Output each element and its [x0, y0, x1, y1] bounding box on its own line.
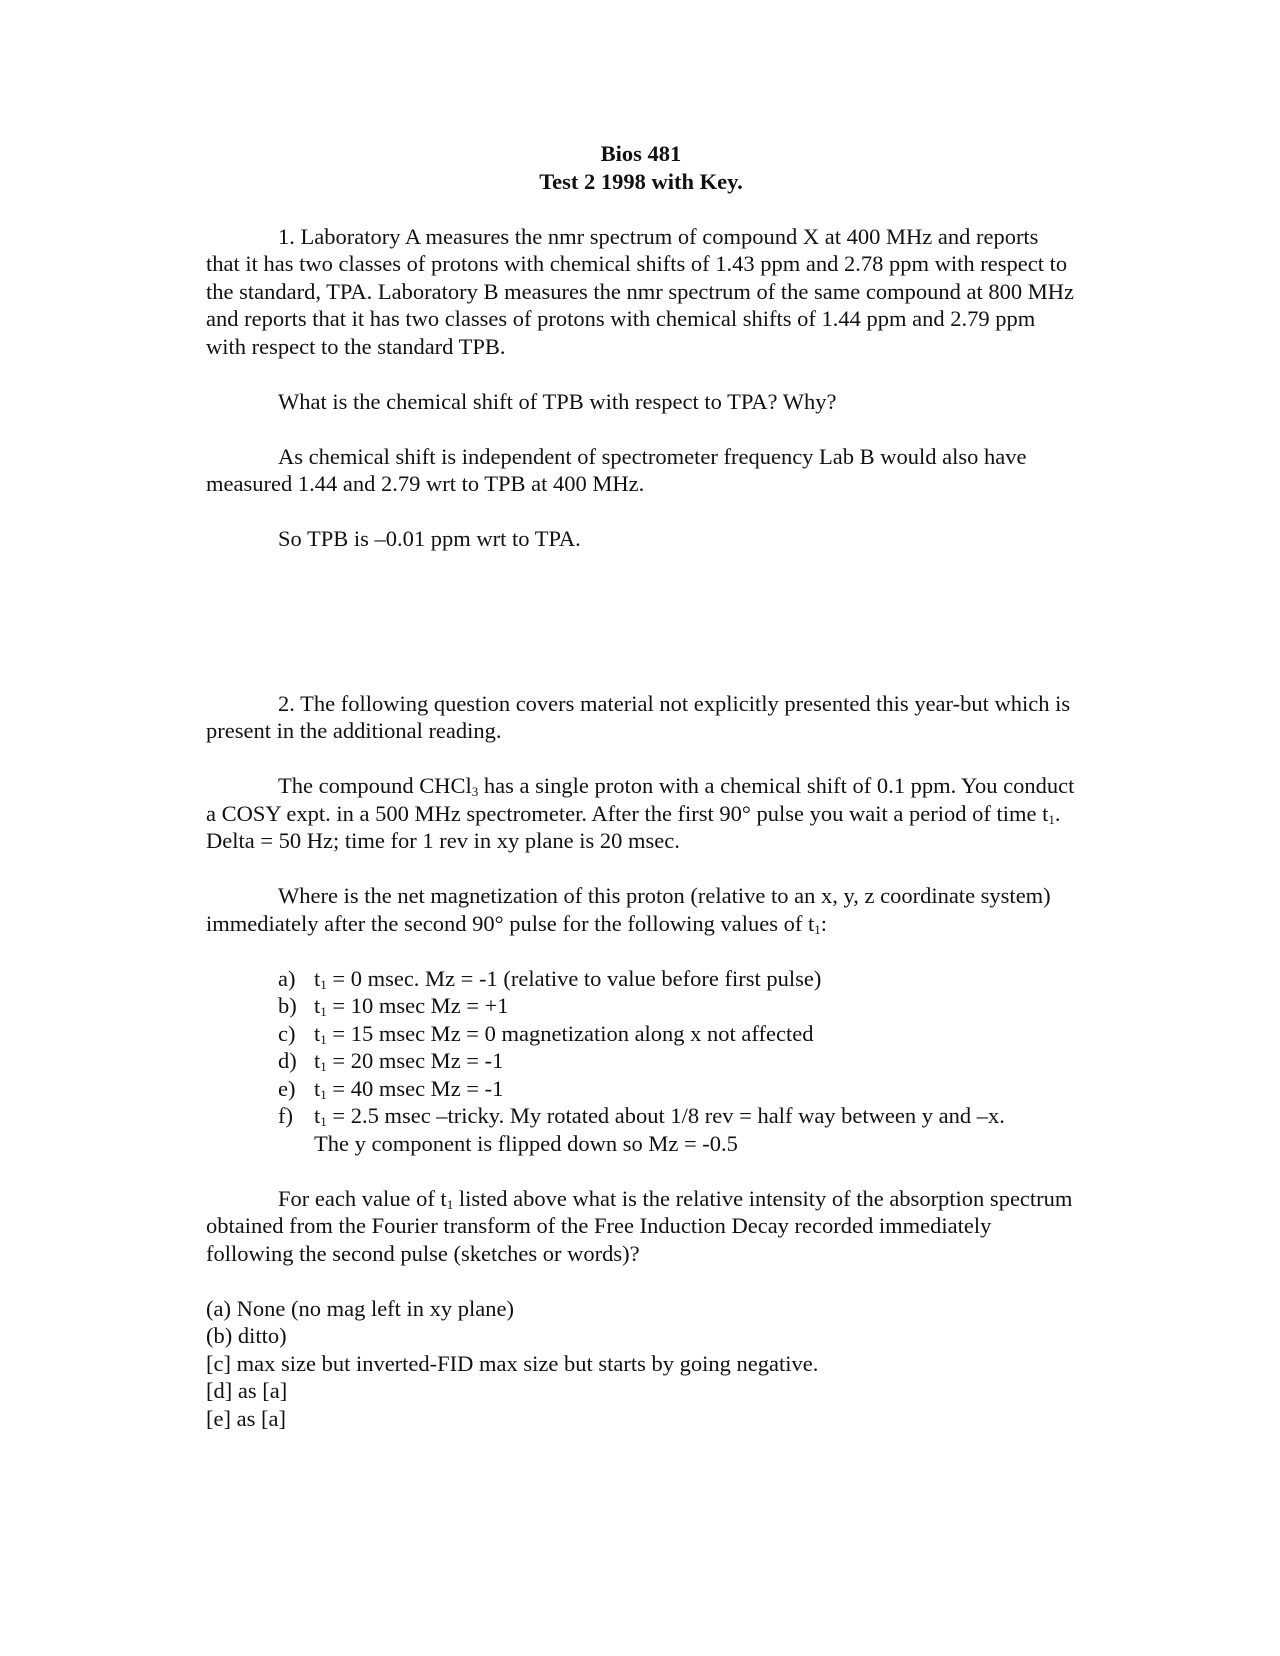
- q1-answer-explanation: As chemical shift is independent of spectrometer frequency Lab B would also have measured 1.44 and 2.79 wrt to TPB at 400 MHz.: [206, 443, 1027, 496]
- q2-setup-part-c: . Delta = 50 Hz; time for 1 rev in xy plane is 20 msec.: [206, 800, 1061, 853]
- t-subscript: 1: [320, 1059, 327, 1074]
- list-item: [278, 965, 1076, 993]
- answer-line: [e] as [a]: [206, 1405, 286, 1431]
- list-item: [278, 1102, 1076, 1157]
- t-subscript: 1: [320, 1086, 327, 1102]
- t-symbol: t: [314, 1020, 321, 1046]
- document-page: [206, 140, 1076, 1432]
- list-item: [278, 992, 1076, 1020]
- list-item-text: = 40 msec Mz = -1: [326, 1075, 504, 1101]
- test-subtitle: Test 2 1998 with Key.: [539, 168, 743, 194]
- answer-line: [d] as [a]: [206, 1378, 288, 1403]
- t-symbol: t: [314, 1103, 321, 1128]
- q2-setup-part-a: The compound CHCl: [278, 773, 472, 798]
- t-symbol: t: [314, 993, 321, 1018]
- list-item-label: c): [278, 1020, 296, 1046]
- list-item-text-continued: The y component is flipped down so Mz = -0.5: [314, 1130, 738, 1156]
- list-item-text: = 0 msec. Mz = -1 (relative to value before first pulse): [326, 965, 822, 991]
- list-item-label: f): [278, 1103, 293, 1128]
- t-symbol: t: [314, 1048, 321, 1073]
- q2-where-question: [206, 882, 1076, 937]
- q2-intro: 2. The following question covers material not explicitly presented this year-but which is present in the additional reading.: [206, 690, 1071, 743]
- course-title: Bios 481: [600, 141, 682, 166]
- q2-where-part-a: Where is the net magnetization of this proton (relative to an x, y, z coordinate system) immediately after the second 90° pulse for the following values of t: [206, 883, 1051, 936]
- list-item: [278, 1020, 1076, 1048]
- q2-where-part-b: :: [820, 910, 827, 936]
- q2-setup-subscript-2: 1: [1048, 811, 1055, 827]
- t-subscript: 1: [320, 1114, 327, 1129]
- q2-answers: [206, 1295, 1076, 1433]
- t-symbol: t: [314, 1075, 321, 1101]
- q2-intensity-subscript: 1: [446, 1196, 454, 1212]
- list-item-text: = 15 msec Mz = 0 magnetization along x not affected: [326, 1020, 814, 1046]
- list-item-label: b): [278, 993, 297, 1018]
- q1-answer-result: So TPB is –0.01 ppm wrt to TPA.: [278, 526, 581, 551]
- t-symbol: t: [314, 965, 321, 991]
- list-item-label: a): [278, 965, 296, 991]
- q1-question: What is the chemical shift of TPB with respect to TPA? Why?: [278, 388, 837, 414]
- list-item-text: = 10 msec Mz = +1: [326, 993, 509, 1018]
- q2-intensity-question: [206, 1185, 1076, 1268]
- q2-setup: [206, 772, 1076, 855]
- q2-intensity-part-b: listed above what is the relative intensity of the absorption spectrum obtained from the Fourier transform of the Free Induction Decay recorded immediately following the second pulse (sketches or words)?: [206, 1185, 1073, 1266]
- list-item: [278, 1047, 1076, 1075]
- q2-setup-part-b: has a single proton with a chemical shift of 0.1 ppm. You conduct a COSY expt. in a 500 MHz spectrometer. After the first 90° pulse you wait a period of time t: [206, 773, 1075, 826]
- list-item: [278, 1075, 1076, 1103]
- q2-setup-subscript: 3: [471, 784, 479, 799]
- list-item-label: e): [278, 1075, 296, 1101]
- t-subscript: 1: [320, 976, 327, 992]
- q2-where-subscript: 1: [814, 921, 821, 937]
- t-subscript: 1: [320, 1004, 327, 1019]
- list-item-label: d): [278, 1048, 297, 1073]
- list-item-text: = 20 msec Mz = -1: [326, 1048, 504, 1073]
- answer-line: (a) None (no mag left in xy plane): [206, 1295, 515, 1321]
- t1-value-list: [206, 965, 1076, 1158]
- q2-intensity-part-a: For each value of t: [278, 1185, 447, 1211]
- q1-prompt: 1. Laboratory A measures the nmr spectrum of compound X at 400 MHz and reports that it has two classes of protons with chemical shifts of 1.43 ppm and 2.78 ppm with respect to the standard, TPA. Laboratory B measures the nmr spectrum of the same compound at 800 MHz and reports that it has two classes of protons with chemical shifts of 1.44 ppm and 2.79 ppm with respect to the standard TPB.: [206, 223, 1074, 359]
- list-item-text: = 2.5 msec –tricky. My rotated about 1/8 rev = half way between y and –x.: [326, 1103, 1005, 1128]
- answer-line: [c] max size but inverted-FID max size but starts by going negative.: [206, 1350, 819, 1376]
- answer-line: (b) ditto): [206, 1323, 287, 1348]
- t-subscript: 1: [320, 1031, 327, 1047]
